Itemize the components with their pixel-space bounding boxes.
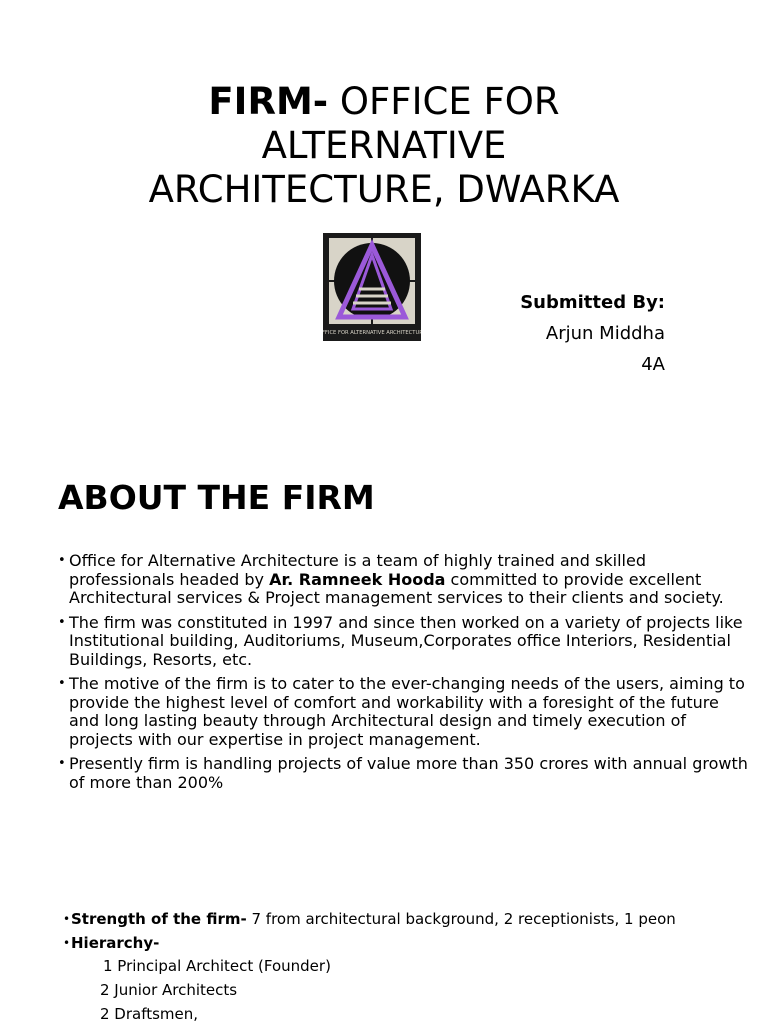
list-item: • The motive of the firm is to cater to the ever-changing needs of the users, aiming to provide the highest level of comfort and workability with a foresight of the future and long lasting beauty through Architectural design and timely execution of projects with our expertise in project management.: [58, 675, 748, 749]
page-title: [0, 80, 768, 212]
title-line-1-rest: OFFICE FOR: [328, 80, 560, 123]
about-heading: ABOUT THE FIRM: [58, 478, 375, 517]
submitted-by-label: Submitted By:: [520, 292, 665, 313]
principal-name: Ar. Ramneek Hooda: [269, 569, 446, 589]
bullet-1-before: Office for Alternative Architecture is a team of highly trained and skilled professionals headed by: [69, 551, 646, 589]
bullet-1-after: committed to provide excellent Architectural services & Project management services to their clients and society.: [69, 569, 724, 607]
hierarchy-item: 1 Principal Architect (Founder): [103, 957, 331, 975]
list-item: • Presently firm is handling projects of value more than 350 crores with annual growth of more than 200%: [58, 755, 748, 792]
hierarchy-item: 2 Draftsmen,: [100, 1005, 199, 1023]
strength-label: Strength of the firm-: [71, 910, 247, 928]
hierarchy-item: 2 Junior Architects: [100, 981, 238, 999]
about-bullet-list: [58, 552, 748, 798]
firm-details: [63, 909, 753, 957]
submitter-section: 4A: [641, 354, 665, 375]
firm-logo: [323, 233, 421, 341]
submitter-name: Arjun Middha: [545, 323, 665, 344]
bullet-icon: •: [63, 936, 71, 950]
hierarchy-label: Hierarchy-: [71, 934, 160, 952]
title-bold-prefix: FIRM-: [208, 80, 329, 123]
hierarchy-row: [63, 933, 753, 953]
strength-row: [63, 909, 753, 929]
title-line-3: ARCHITECTURE, DWARKA: [148, 168, 620, 211]
title-line-1: [0, 80, 768, 124]
list-item: [58, 552, 748, 608]
list-item: • The firm was constituted in 1997 and since then worked on a variety of projects like Institutional building, Auditoriums, Museum,Corporates office Interiors, Residential Buildings, Resorts, etc.: [58, 614, 748, 670]
bullet-icon: •: [63, 912, 71, 926]
strength-value: 7 from architectural background, 2 receptionists, 1 peon: [246, 910, 676, 928]
firm-logo-graphic: [323, 233, 421, 341]
title-line-2: ALTERNATIVE: [261, 124, 507, 167]
logo-caption: OFFICE FOR ALTERNATIVE ARCHITECTURE: [323, 330, 421, 336]
